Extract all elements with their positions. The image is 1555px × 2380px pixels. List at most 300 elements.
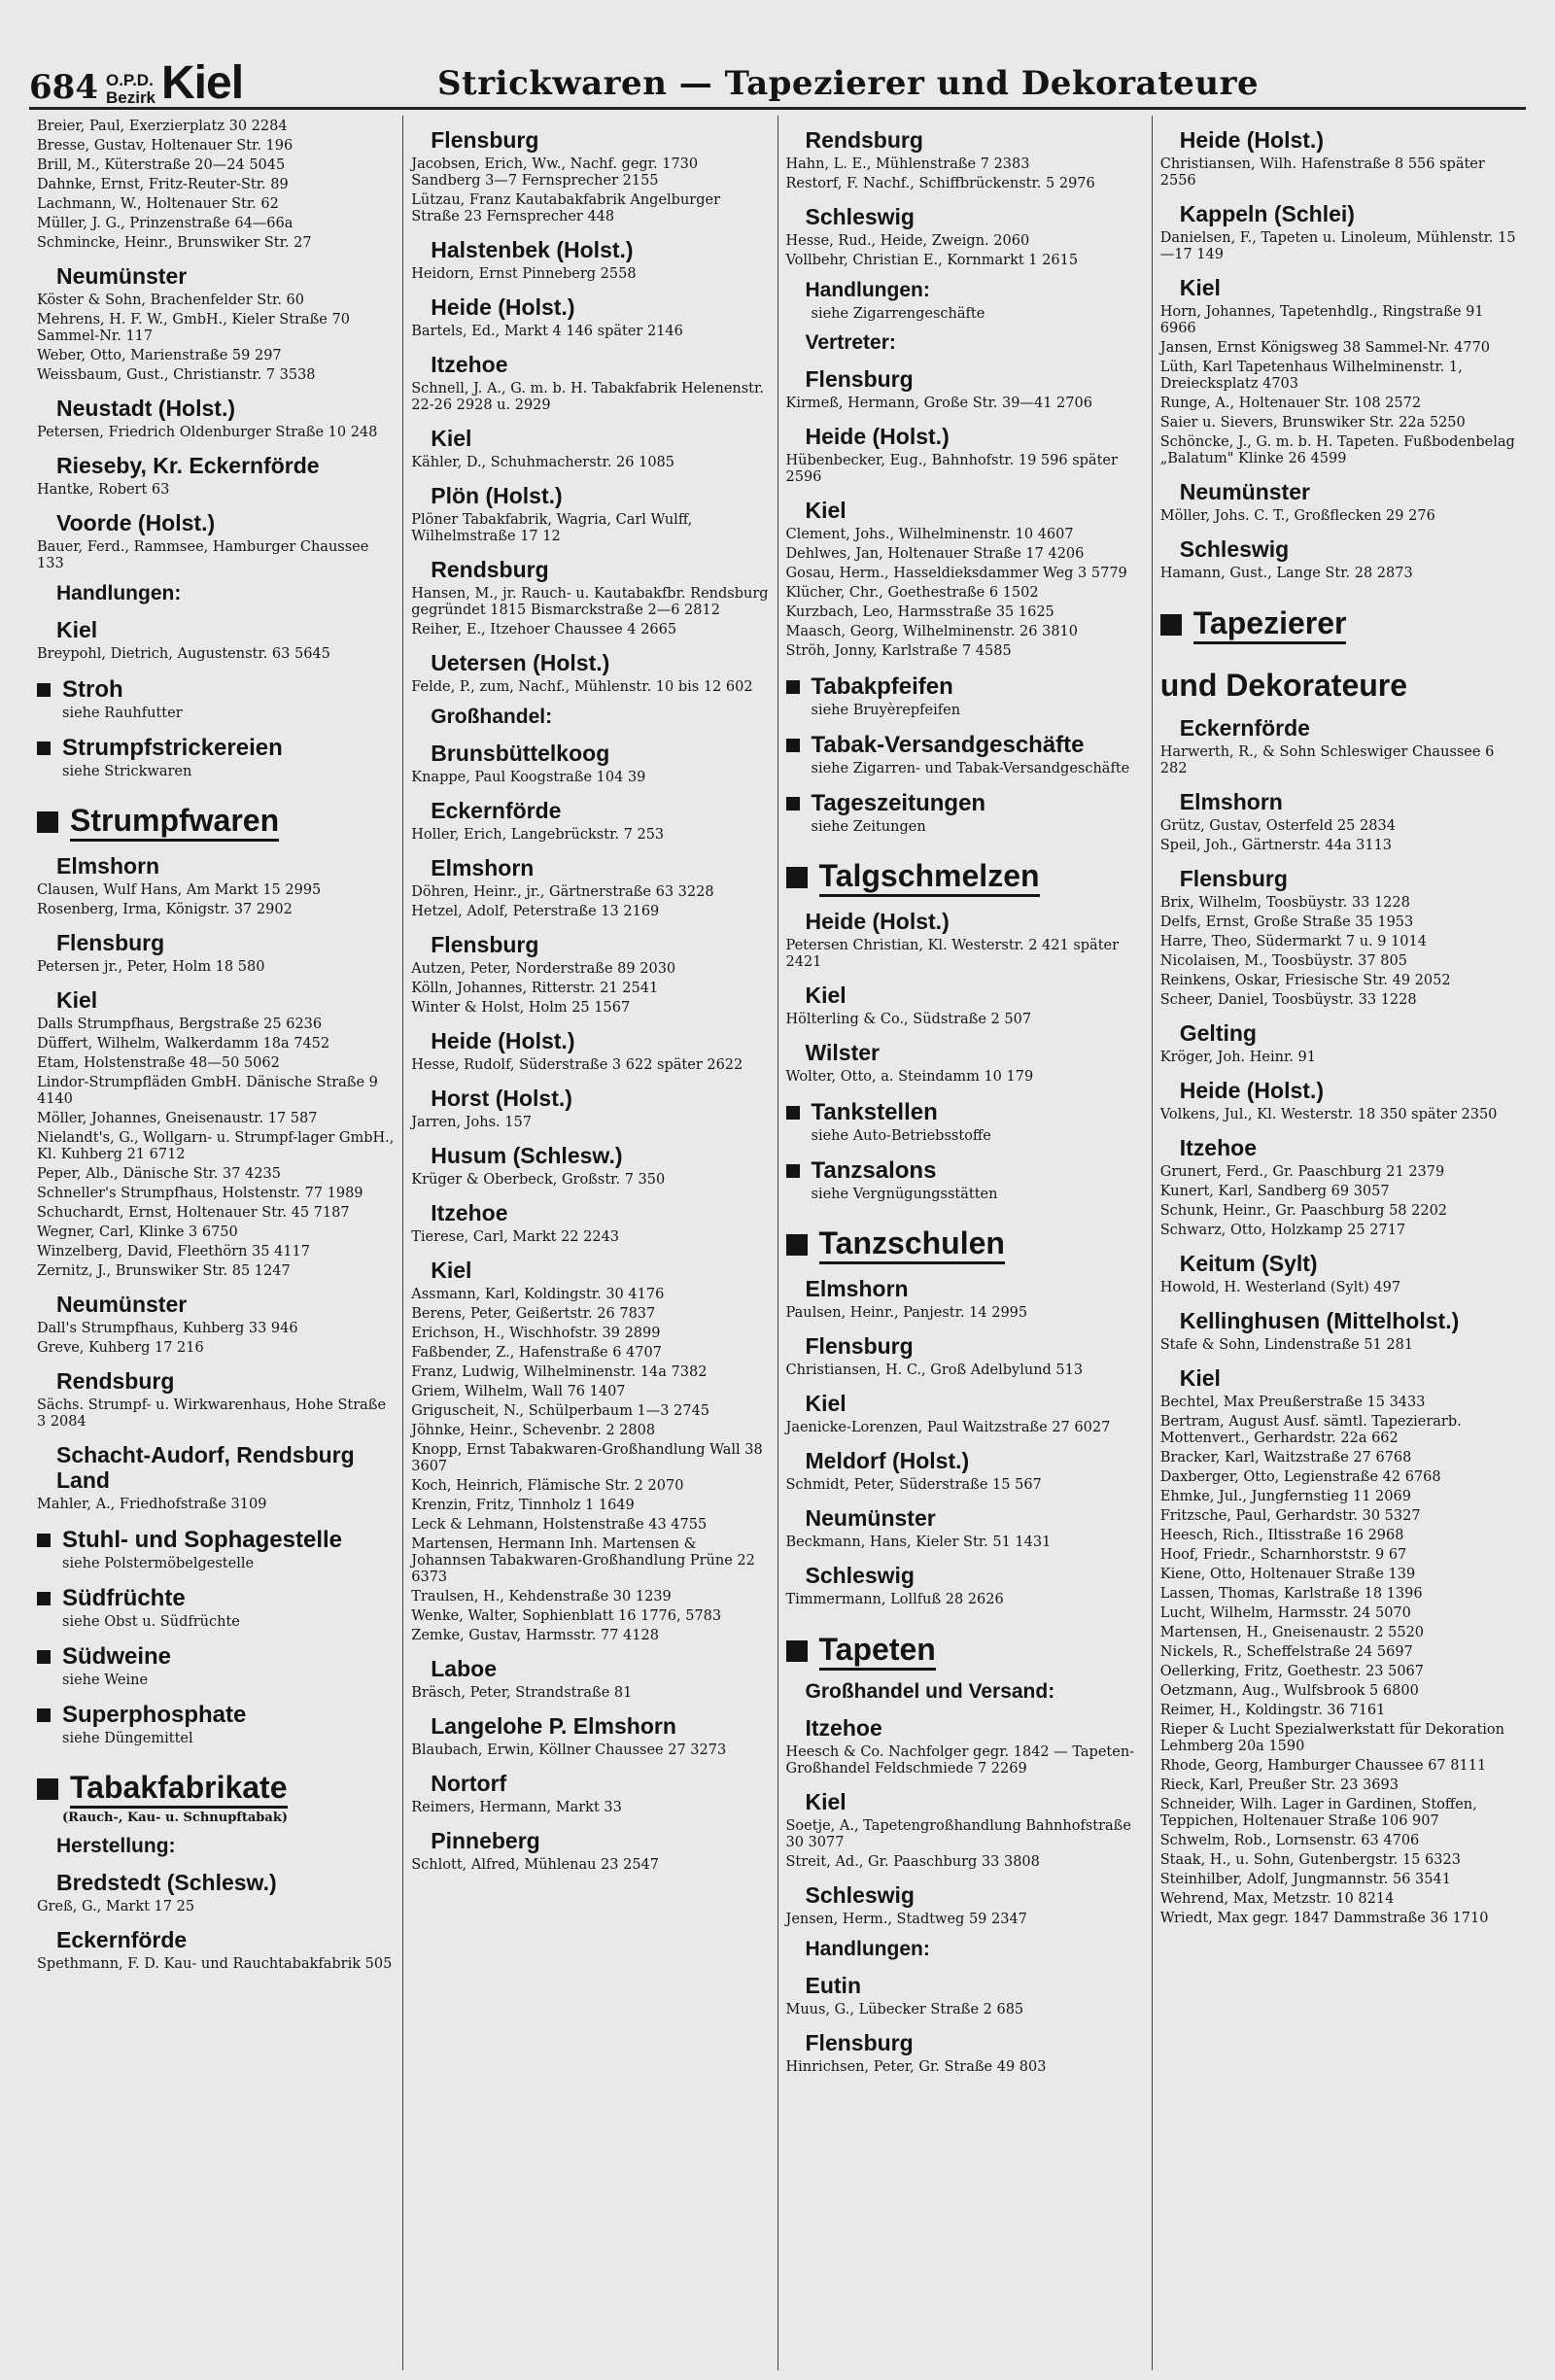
entry: Hetzel, Adolf, Peterstraße 13 2169 [411, 904, 660, 919]
entry: Lachmann, W., Holtenauer Str. 62 [37, 196, 279, 212]
entry: Schunk, Heinr., Gr. Paaschburg 58 2202 [1159, 1203, 1448, 1219]
entry: Bresse, Gustav, Holtenauer Str. 196 [37, 138, 294, 154]
entry: Wolter, Otto, a. Steindamm 10 179 [785, 1069, 1034, 1085]
city-heading: Kiel [805, 983, 847, 1008]
category-title: Südfrüchte [62, 1585, 186, 1611]
square-bullet-icon [786, 739, 800, 752]
entry: Danielsen, F., Tapeten u. Linoleum, Mühlenstr. 15—17 149 [1159, 230, 1516, 262]
cross-reference: siehe Düngemittel [62, 1731, 193, 1746]
entry: Schuchardt, Ernst, Holtenauer Str. 45 7187 [37, 1205, 350, 1221]
city-heading: Itzehoe [431, 352, 508, 377]
entry: Saier u. Sievers, Brunswiker Str. 22a 5250 [1159, 415, 1466, 431]
city-heading: Kiel [1179, 1365, 1221, 1391]
category-title: Stuhl- und Sophagestelle [62, 1527, 343, 1553]
cross-reference: siehe Zigarrengeschäfte [811, 306, 985, 322]
square-bullet-icon [786, 1234, 808, 1256]
square-bullet-icon [37, 811, 58, 833]
category-heading [37, 1585, 395, 1612]
city-heading: Rieseby, Kr. Eckernförde [56, 453, 320, 478]
cross-reference: siehe Bruyèrepfeifen [811, 703, 961, 718]
entry: Faßbender, Z., Hafenstraße 6 4707 [411, 1345, 662, 1361]
city-heading: Kiel [1179, 275, 1221, 300]
entry: Klücher, Chr., Goethestraße 6 1502 [785, 585, 1039, 601]
entry: Ehmke, Jul., Jungfernstieg 11 2069 [1159, 1489, 1411, 1504]
entry: Breypohl, Dietrich, Augustenstr. 63 5645 [37, 646, 330, 662]
entry: Berens, Peter, Geißertstr. 26 7837 [411, 1306, 656, 1322]
category-title: Talgschmelzen [819, 858, 1040, 897]
square-bullet-icon [37, 1778, 58, 1800]
entry: Autzen, Peter, Norderstraße 89 2030 [411, 961, 676, 977]
category-heading [786, 790, 1144, 817]
entry: Soetje, A., Tapetengroßhandlung Bahnhofstraße 30 3077 [785, 1818, 1131, 1850]
square-bullet-icon [786, 867, 808, 888]
entry: Winter & Holst, Holm 25 1567 [411, 1000, 631, 1016]
city-heading: Kiel [56, 617, 98, 642]
category-title: Tageszeitungen [811, 790, 986, 816]
square-bullet-icon [786, 1106, 800, 1120]
entry: Müller, J. G., Prinzenstraße 64—66a [37, 216, 294, 231]
entry: Bechtel, Max Preußerstraße 15 3433 [1159, 1395, 1426, 1410]
square-bullet-icon [786, 680, 800, 694]
entry: Reimer, H., Koldingstr. 36 7161 [1159, 1703, 1386, 1718]
entry: Hantke, Robert 63 [37, 482, 170, 498]
city-heading: Kappeln (Schlei) [1179, 201, 1355, 226]
cross-reference: siehe Auto-Betriebsstoffe [811, 1128, 991, 1144]
entry: Clement, Johs., Wilhelminenstr. 10 4607 [785, 527, 1074, 542]
entry: Möller, Johs. C. T., Großflecken 29 276 [1159, 508, 1435, 524]
city-heading: Flensburg [805, 1333, 914, 1359]
city-heading: Heide (Holst.) [805, 424, 950, 449]
entry: Tierese, Carl, Markt 22 2243 [411, 1229, 620, 1245]
entry: Breier, Paul, Exerzierplatz 30 2284 [37, 119, 288, 134]
entry: Brill, M., Küterstraße 20—24 5045 [37, 157, 286, 173]
entry: Lützau, Franz Kautabakfabrik Angelburger Straße 23 Fernsprecher 448 [411, 192, 721, 224]
entry: Petersen jr., Peter, Holm 18 580 [37, 959, 265, 975]
entry: Weissbaum, Gust., Christianstr. 7 3538 [37, 367, 316, 383]
entry: Horn, Johannes, Tapetenhdlg., Ringstraße 91 6966 [1159, 304, 1484, 336]
city-heading: Kiel [56, 987, 98, 1013]
entry: Rhode, Georg, Hamburger Chaussee 67 8111 [1159, 1758, 1487, 1774]
city-heading: Neumünster [56, 1292, 188, 1317]
city-heading: Kiel [431, 426, 472, 451]
entry: Bauer, Ferd., Rammsee, Hamburger Chaussee 133 [37, 539, 369, 571]
category-title: Tanzschulen [819, 1225, 1005, 1264]
cross-reference: siehe Rauhfutter [62, 706, 183, 721]
entry: Schwelm, Rob., Lornsenstr. 63 4706 [1159, 1833, 1420, 1848]
entry: Hansen, M., jr. Rauch- u. Kautabakfbr. Rendsburg gegründet 1815 Bismarckstraße 2—6 2812 [411, 586, 769, 618]
entry: Speil, Joh., Gärtnerstr. 44a 3113 [1159, 838, 1393, 853]
category-heading [786, 732, 1144, 759]
city-heading: Flensburg [431, 932, 539, 957]
city-heading: Itzehoe [805, 1715, 882, 1741]
category-heading [37, 735, 395, 762]
district-label: O.P.D. Bezirk [105, 71, 156, 107]
entry: Griem, Wilhelm, Wall 76 1407 [411, 1384, 626, 1399]
entry: Möller, Johannes, Gneisenaustr. 17 587 [37, 1111, 318, 1126]
entry: Kiene, Otto, Holtenauer Straße 139 [1159, 1567, 1416, 1582]
entry: Knappe, Paul Koogstraße 104 39 [411, 770, 646, 785]
entry: Restorf, F. Nachf., Schiffbrückenstr. 5 2976 [785, 176, 1095, 191]
entry: Maasch, Georg, Wilhelminenstr. 26 3810 [785, 624, 1078, 639]
city-heading: Flensburg [431, 127, 539, 153]
category-heading [37, 803, 395, 842]
entry: Bartels, Ed., Markt 4 146 später 2146 [411, 324, 683, 339]
entry: Heesch, Rich., Iltisstraße 16 2968 [1159, 1528, 1404, 1543]
city-heading: Horst (Holst.) [431, 1086, 572, 1111]
entry: Bracker, Karl, Waitzstraße 27 6768 [1159, 1450, 1412, 1466]
city-heading: Heide (Holst.) [1179, 127, 1324, 153]
entry: Felde, P., zum, Nachf., Mühlenstr. 10 bis 12 602 [411, 679, 753, 695]
entry: Jaenicke-Lorenzen, Paul Waitzstraße 27 6027 [785, 1420, 1111, 1435]
entry: Köster & Sohn, Brachenfelder Str. 60 [37, 293, 305, 308]
city-heading: Flensburg [1179, 866, 1288, 891]
city-heading: Schleswig [1179, 536, 1290, 562]
city-heading: Schleswig [805, 204, 915, 229]
category-title: Superphosphate [62, 1702, 247, 1728]
square-bullet-icon [1160, 614, 1182, 636]
entry: Hölterling & Co., Südstraße 2 507 [785, 1012, 1032, 1027]
entry: Kähler, D., Schuhmacherstr. 26 1085 [411, 455, 674, 470]
entry: Schlott, Alfred, Mühlenau 23 2547 [411, 1857, 660, 1873]
entry: Volkens, Jul., Kl. Westerstr. 18 350 später 2350 [1159, 1107, 1498, 1122]
category-heading [37, 1643, 395, 1671]
entry: Ströh, Jonny, Karlstraße 7 4585 [785, 643, 1012, 659]
category-heading [37, 1527, 395, 1554]
entry: Jensen, Herm., Stadtweg 59 2347 [785, 1912, 1027, 1927]
entry: Schnell, J. A., G. m. b. H. Tabakfabrik Helenenstr. 22-26 2928 u. 2929 [411, 381, 764, 413]
city-heading: Pinneberg [431, 1828, 540, 1853]
cross-reference: siehe Obst u. Südfrüchte [62, 1614, 240, 1630]
entry: Steinhilber, Adolf, Jungmannstr. 56 3541 [1159, 1872, 1451, 1887]
entry: Martensen, H., Gneisenaustr. 2 5520 [1159, 1625, 1425, 1640]
entry: Brix, Wilhelm, Toosbüystr. 33 1228 [1159, 895, 1410, 911]
column-1 [29, 116, 403, 2370]
entry: Hübenbecker, Eug., Bahnhofstr. 19 596 später 2596 [785, 453, 1118, 485]
entry: Kirmeß, Hermann, Große Str. 39—41 2706 [785, 396, 1092, 411]
entry: Schneider, Wilh. Lager in Gardinen, Stoffen, Teppichen, Holtenauer Straße 106 907 [1159, 1797, 1477, 1829]
category-title: Tabak-Versandgeschäfte [811, 732, 1085, 758]
page-number: 684 [29, 68, 98, 107]
entry: Zemke, Gustav, Harmsstr. 77 4128 [411, 1628, 659, 1643]
city-heading: Elmshorn [431, 855, 535, 880]
entry: Howold, H. Westerland (Sylt) 497 [1159, 1280, 1401, 1295]
entry: Holler, Erich, Langebrückstr. 7 253 [411, 827, 665, 843]
entry: Jansen, Ernst Königsweg 38 Sammel-Nr. 4770 [1159, 340, 1491, 356]
city-heading: Brunsbüttelkoog [431, 741, 610, 766]
entry: Zernitz, J., Brunswiker Str. 85 1247 [37, 1263, 291, 1279]
city-heading: Heide (Holst.) [431, 294, 575, 320]
entry: Wehrend, Max, Metzstr. 10 8214 [1159, 1891, 1395, 1907]
entry: Kunert, Karl, Sandberg 69 3057 [1159, 1184, 1390, 1199]
cross-reference: siehe Weine [62, 1673, 149, 1688]
entry: Rieper & Lucht Spezialwerkstatt für Dekoration Lehmberg 20a 1590 [1159, 1722, 1504, 1754]
entry: Reiher, E., Itzehoer Chaussee 4 2665 [411, 622, 677, 638]
square-bullet-icon [37, 1708, 51, 1722]
entry: Spethmann, F. D. Kau- und Rauchtabakfabrik 505 [37, 1956, 393, 1972]
entry: Krenzin, Fritz, Tinnholz 1 1649 [411, 1498, 635, 1513]
entry: Christiansen, Wilh. Hafenstraße 8 556 später 2556 [1159, 156, 1485, 189]
entry: Assmann, Karl, Koldingstr. 30 4176 [411, 1287, 665, 1302]
page-header [29, 39, 1526, 110]
category-title: Strumpfstrickereien [62, 735, 283, 761]
entry: Kölln, Johannes, Ritterstr. 21 2541 [411, 981, 659, 996]
entry: Hesse, Rudolf, Süderstraße 3 622 später 2622 [411, 1057, 743, 1073]
city-heading: Plön (Holst.) [431, 483, 563, 508]
entry: Heidorn, Ernst Pinneberg 2558 [411, 266, 637, 282]
entry: Vollbehr, Christian E., Kornmarkt 1 2615 [785, 253, 1079, 268]
city-heading: Schleswig [805, 1563, 915, 1588]
city-heading: Halstenbek (Holst.) [431, 237, 634, 262]
subheading: Handlungen: [805, 279, 930, 301]
city-heading: Uetersen (Holst.) [431, 650, 610, 675]
city-heading: Eckernförde [1179, 715, 1310, 741]
category-heading [37, 1702, 395, 1729]
city-heading: Voorde (Holst.) [56, 510, 216, 535]
category-heading [1160, 605, 1518, 644]
entry: Dahnke, Ernst, Fritz-Reuter-Str. 89 [37, 177, 289, 192]
entry: Fritzsche, Paul, Gerhardstr. 30 5327 [1159, 1508, 1421, 1524]
category-note: (Rauch-, Kau- u. Schnupftabak) [62, 1811, 288, 1825]
entry: Staak, H., u. Sohn, Gutenbergstr. 15 6323 [1159, 1852, 1461, 1868]
city-heading: Kiel [805, 498, 847, 523]
entry: Paulsen, Heinr., Panjestr. 14 2995 [785, 1305, 1028, 1321]
entry: Stafe & Sohn, Lindenstraße 51 281 [1159, 1337, 1414, 1353]
city-heading: Rendsburg [805, 127, 923, 153]
city-heading: Flensburg [805, 366, 914, 392]
category-heading [786, 1632, 1144, 1671]
square-bullet-icon [37, 1592, 51, 1605]
entry: Hesse, Rud., Heide, Zweign. 2060 [785, 233, 1030, 249]
square-bullet-icon [37, 742, 51, 755]
city-heading: Eckernförde [56, 1927, 188, 1952]
entry: Nickels, R., Scheffelstraße 24 5697 [1159, 1644, 1413, 1660]
entry: Delfs, Ernst, Große Straße 35 1953 [1159, 914, 1414, 930]
entry: Dalls Strumpfhaus, Bergstraße 25 6236 [37, 1017, 323, 1032]
entry: Traulsen, H., Kehdenstraße 30 1239 [411, 1589, 672, 1604]
entry: Wenke, Walter, Sophienblatt 16 1776, 5783 [411, 1608, 722, 1624]
entry: Hoof, Friedr., Scharnhorststr. 9 67 [1159, 1547, 1407, 1563]
subheading: Herstellung: [56, 1835, 176, 1857]
city-heading: Bredstedt (Schlesw.) [56, 1870, 277, 1895]
category-title-line2: und Dekorateure [1159, 668, 1408, 703]
category-title: Tapezierer [1193, 605, 1347, 644]
category-heading [37, 676, 395, 704]
category-title: Strumpfwaren [70, 803, 279, 842]
city-heading: Kiel [431, 1258, 472, 1283]
entry: Scheer, Daniel, Toosbüystr. 33 1228 [1159, 992, 1417, 1008]
entry: Streit, Ad., Gr. Paaschburg 33 3808 [785, 1854, 1040, 1870]
city-heading: Heide (Holst.) [431, 1028, 575, 1053]
city-heading: Gelting [1179, 1020, 1257, 1046]
square-bullet-icon [786, 1640, 808, 1662]
entry: Rosenberg, Irma, Königstr. 37 2902 [37, 902, 293, 917]
entry: Greve, Kuhberg 17 216 [37, 1340, 204, 1356]
category-heading [786, 1225, 1144, 1264]
entry: Clausen, Wulf Hans, Am Markt 15 2995 [37, 882, 322, 898]
entry: Reinkens, Oskar, Friesische Str. 49 2052 [1159, 973, 1451, 988]
entry: Grütz, Gustav, Osterfeld 25 2834 [1159, 818, 1396, 834]
cross-reference: siehe Vergnügungsstätten [811, 1187, 998, 1202]
entry: Mehrens, H. F. W., GmbH., Kieler Straße 70 Sammel-Nr. 117 [37, 312, 350, 344]
subheading: Großhandel: [431, 706, 553, 728]
entry: Döhren, Heinr., jr., Gärtnerstraße 63 3228 [411, 884, 714, 900]
entry: Martensen, Hermann Inh. Martensen & Johannsen Tabakwaren-Großhandlung Prüne 22 6373 [411, 1536, 755, 1585]
cross-reference: siehe Strickwaren [62, 764, 192, 779]
entry: Wriedt, Max gegr. 1847 Dammstraße 36 1710 [1159, 1911, 1489, 1926]
entry: Mahler, A., Friedhofstraße 3109 [37, 1497, 267, 1512]
entry: Weber, Otto, Marienstraße 59 297 [37, 348, 282, 363]
city-heading: Nortorf [431, 1771, 507, 1796]
page-title: Strickwaren — Tapezierer und Dekorateure [437, 64, 1260, 103]
entry: Lindor-Strumpfläden GmbH. Dänische Straße 9 4140 [37, 1075, 378, 1107]
entry: Oetzmann, Aug., Wulfsbrook 5 6800 [1159, 1683, 1419, 1699]
entry: Erichson, H., Wischhofstr. 39 2899 [411, 1326, 661, 1341]
entry: Sächs. Strumpf- u. Wirkwarenhaus, Hohe Straße 3 2084 [37, 1397, 387, 1430]
entry: Kurzbach, Leo, Harmsstraße 35 1625 [785, 604, 1054, 620]
entry: Peper, Alb., Dänische Str. 37 4235 [37, 1166, 281, 1182]
city-heading: Neumünster [1179, 479, 1310, 504]
city-heading: Heide (Holst.) [805, 909, 950, 934]
category-heading [786, 1157, 1144, 1185]
city-heading: Elmshorn [56, 853, 160, 879]
city-heading: Schacht-Audorf, Rendsburg Land [56, 1442, 355, 1493]
entry: Jarren, Johs. 157 [411, 1115, 532, 1130]
city-heading: Elmshorn [1179, 789, 1283, 814]
entry: Krüger & Oberbeck, Großstr. 7 350 [411, 1172, 666, 1188]
city-heading: Rendsburg [431, 557, 549, 582]
category-title: Tapeten [819, 1632, 936, 1671]
category-heading [37, 1770, 395, 1809]
subheading: Vertreter: [805, 331, 896, 354]
category-title: Stroh [62, 676, 123, 703]
district-city: Kiel [161, 57, 244, 109]
city-heading: Kiel [805, 1391, 847, 1416]
entry: Nicolaisen, M., Toosbüystr. 37 805 [1159, 953, 1407, 969]
entry: Kröger, Joh. Heinr. 91 [1159, 1050, 1316, 1065]
entry: Muus, G., Lübecker Straße 2 685 [785, 2002, 1024, 2018]
entry: Heesch & Co. Nachfolger gegr. 1842 — Tapeten-Großhandel Feldschmiede 7 2269 [785, 1744, 1135, 1776]
city-heading: Eckernförde [431, 798, 562, 823]
entry: Etam, Holstenstraße 48—50 5062 [37, 1055, 280, 1071]
entry: Koch, Heinrich, Flämische Str. 2 2070 [411, 1478, 684, 1494]
entry: Lucht, Wilhelm, Harmsstr. 24 5070 [1159, 1605, 1411, 1621]
city-heading: Flensburg [805, 2030, 914, 2055]
city-heading: Itzehoe [1179, 1135, 1257, 1160]
entry: Dall's Strumpfhaus, Kuhberg 33 946 [37, 1321, 298, 1336]
city-heading: Neustadt (Holst.) [56, 396, 235, 421]
entry: Lassen, Thomas, Karlstraße 18 1396 [1159, 1586, 1423, 1602]
entry: Schöncke, J., G. m. b. H. Tapeten. Fußbodenbelag „Balatum" Klinke 26 4599 [1159, 434, 1515, 466]
city-heading: Rendsburg [56, 1368, 175, 1394]
cross-reference: siehe Polstermöbelgestelle [62, 1556, 255, 1571]
entry: Greß, G., Markt 17 25 [37, 1899, 195, 1914]
square-bullet-icon [37, 1534, 51, 1547]
entry: Oellerking, Fritz, Goethestr. 23 5067 [1159, 1664, 1425, 1679]
entry: Hahn, L. E., Mühlenstraße 7 2383 [785, 156, 1030, 172]
entry: Reimers, Hermann, Markt 33 [411, 1800, 622, 1815]
entry: Leck & Lehmann, Holstenstraße 43 4755 [411, 1517, 708, 1533]
subheading: Großhandel und Versand: [805, 1680, 1055, 1703]
city-heading: Itzehoe [431, 1200, 508, 1225]
cross-reference: siehe Zigarren- und Tabak-Versandgeschäfte [811, 761, 1130, 776]
entry: Daxberger, Otto, Legienstraße 42 6768 [1159, 1469, 1441, 1485]
entry: Wegner, Carl, Klinke 3 6750 [37, 1224, 238, 1240]
city-heading: Flensburg [56, 930, 165, 955]
entry: Runge, A., Holtenauer Str. 108 2572 [1159, 396, 1422, 411]
category-title: Tanzsalons [811, 1157, 937, 1184]
entry: Jacobsen, Erich, Ww., Nachf. gegr. 1730 Sandberg 3—7 Fernsprecher 2155 [411, 156, 699, 189]
entry: Rieck, Karl, Preußer Str. 23 3693 [1159, 1777, 1399, 1793]
entry: Jöhnke, Heinr., Schevenbr. 2 2808 [411, 1423, 656, 1438]
entry: Schwarz, Otto, Holzkamp 25 2717 [1159, 1223, 1406, 1238]
entry: Griguscheit, N., Schülperbaum 1—3 2745 [411, 1403, 710, 1419]
city-heading: Neumünster [56, 263, 188, 289]
square-bullet-icon [786, 1164, 800, 1178]
entry: Hamann, Gust., Lange Str. 28 2873 [1159, 566, 1413, 581]
entry: Bertram, August Ausf. sämtl. Tapezierarb. Mottenvert., Gerhardstr. 22a 662 [1159, 1414, 1462, 1446]
city-heading: Eutin [805, 1973, 861, 1998]
entry: Bräsch, Peter, Strandstraße 81 [411, 1685, 633, 1701]
entry: Harwerth, R., & Sohn Schleswiger Chaussee 6 282 [1159, 744, 1495, 776]
city-heading: Kiel [805, 1789, 847, 1814]
city-heading: Neumünster [805, 1505, 936, 1531]
square-bullet-icon [37, 683, 51, 697]
entry: Hinrichsen, Peter, Gr. Straße 49 803 [785, 2059, 1047, 2075]
category-title: Tabakfabrikate [70, 1770, 288, 1809]
entry: Timmermann, Lollfuß 28 2626 [785, 1592, 1004, 1607]
entry: Harre, Theo, Südermarkt 7 u. 9 1014 [1159, 934, 1427, 949]
entry: Düffert, Wilhelm, Walkerdamm 18a 7452 [37, 1036, 330, 1052]
entry: Beckmann, Hans, Kieler Str. 51 1431 [785, 1535, 1052, 1550]
column-2 [403, 116, 778, 2370]
city-heading: Schleswig [805, 1882, 915, 1908]
subheading: Handlungen: [805, 1938, 930, 1960]
category-heading [786, 673, 1144, 701]
city-heading: Husum (Schlesw.) [431, 1143, 623, 1168]
column-4 [1153, 116, 1526, 2370]
city-heading: Elmshorn [805, 1276, 909, 1301]
entry: Franz, Ludwig, Wilhelminenstr. 14a 7382 [411, 1364, 708, 1380]
category-title: Tabakpfeifen [811, 673, 953, 700]
city-heading: Langelohe P. Elmshorn [431, 1713, 676, 1739]
entry: Lüth, Karl Tapetenhaus Wilhelminenstr. 1, Dreiecksplatz 4703 [1159, 360, 1463, 392]
category-heading [786, 858, 1144, 897]
category-title: Tankstellen [811, 1099, 938, 1125]
city-heading: Meldorf (Holst.) [805, 1448, 970, 1473]
entry: Blaubach, Erwin, Köllner Chaussee 27 3273 [411, 1742, 727, 1758]
category-title: Südweine [62, 1643, 172, 1670]
city-heading: Keitum (Sylt) [1179, 1251, 1318, 1276]
city-heading: Heide (Holst.) [1179, 1078, 1324, 1103]
entry: Schmincke, Heinr., Brunswiker Str. 27 [37, 235, 312, 251]
entry: Christiansen, H. C., Groß Adelbylund 513 [785, 1362, 1084, 1378]
category-heading [786, 1099, 1144, 1126]
square-bullet-icon [37, 1650, 51, 1664]
entry: Dehlwes, Jan, Holtenauer Straße 17 4206 [785, 546, 1085, 562]
entry: Gosau, Herm., Hasseldieksdammer Weg 3 5779 [785, 566, 1127, 581]
entry: Petersen, Friedrich Oldenburger Straße 10 248 [37, 425, 378, 440]
square-bullet-icon [786, 797, 800, 811]
entry: Nielandt's, G., Wollgarn- u. Strumpf-lager GmbH., Kl. Kuhberg 21 6712 [37, 1130, 395, 1162]
cross-reference: siehe Zeitungen [811, 819, 926, 835]
entry: Grunert, Ferd., Gr. Paaschburg 21 2379 [1159, 1164, 1445, 1180]
city-heading: Wilster [805, 1040, 880, 1065]
subheading: Handlungen: [56, 582, 182, 604]
entry: Schmidt, Peter, Süderstraße 15 567 [785, 1477, 1042, 1493]
column-3 [778, 116, 1153, 2370]
city-heading: Laboe [431, 1656, 497, 1681]
entry: Schneller's Strumpfhaus, Holstenstr. 77 1989 [37, 1186, 363, 1201]
